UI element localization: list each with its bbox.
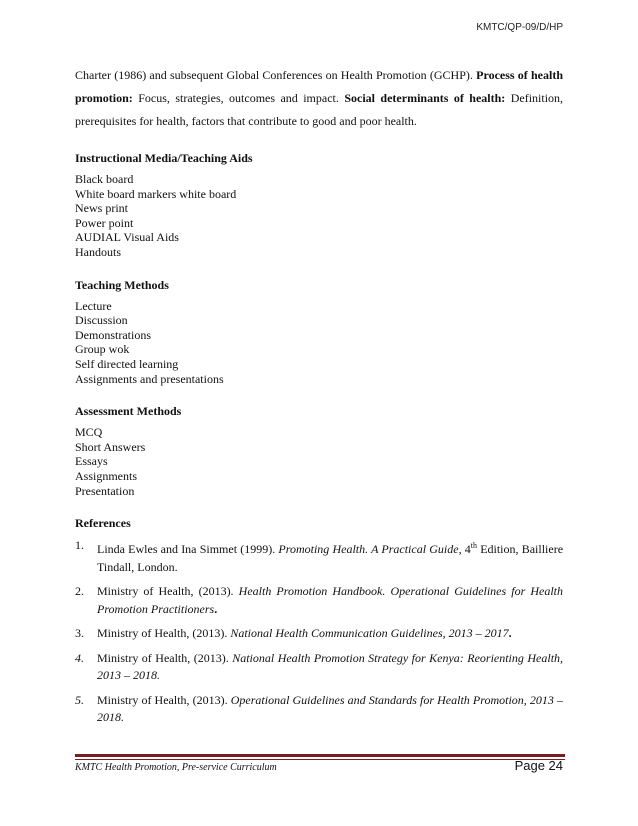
list-item: Demonstrations	[75, 327, 151, 342]
list-item: AUDIAL Visual Aids	[75, 230, 179, 245]
intro-bold-process: Process of health promotion:	[75, 68, 564, 105]
reference-number: 1.	[75, 538, 84, 553]
document-code: KMTC/QP-09/D/HP	[476, 22, 563, 33]
media-heading: Instructional Media/Teaching Aids	[75, 151, 253, 165]
assessment-heading: Assessment Methods	[75, 404, 182, 419]
reference-title: National Health Promotion Strategy for Kenya: Reorienting Health, 2013 – 2018.	[97, 650, 564, 683]
list-item: Assignments and presentations	[75, 371, 224, 386]
reference-item	[75, 650, 563, 685]
footer-curriculum-title: KMTC Health Promotion, Pre-service Curriculum	[75, 762, 277, 773]
reference-number: 3.	[75, 626, 84, 641]
footer-rule-thin	[75, 759, 565, 760]
reference-author: Linda Ewles and Ina Simmet (1999).	[97, 542, 276, 557]
reference-title: Health Promotion Handbook. Operational Guidelines for Health Promotion Practitioners	[97, 584, 564, 616]
references-heading: References	[75, 516, 131, 531]
teaching-heading: Teaching Methods	[75, 277, 169, 292]
media-list	[75, 172, 563, 260]
list-item: Short Answers	[75, 439, 146, 454]
list-item: News print	[75, 201, 128, 216]
list-item: Assignments	[75, 468, 138, 483]
reference-title: National Health Communication Guidelines, 2013 – 2017	[230, 626, 509, 641]
reference-title: Promoting Health. A Practical Guide,	[278, 542, 462, 557]
intro-paragraph	[75, 64, 563, 133]
list-item: Power point	[75, 215, 134, 230]
reference-edition-suffix: th	[470, 541, 477, 551]
list-item: Group wok	[75, 342, 130, 357]
reference-author: Ministry of Health, (2013).	[97, 626, 228, 641]
reference-publisher: Edition, Bailliere Tindall, London.	[97, 542, 564, 574]
reference-author: Ministry of Health, (2013).	[97, 584, 234, 599]
list-item: Presentation	[75, 483, 135, 498]
intro-text-1: Charter (1986) and subsequent Global Conferences on Health Promotion (GCHP).	[75, 68, 473, 82]
intro-text-2: Focus, strategies, outcomes and impact.	[138, 91, 339, 105]
list-item: Discussion	[75, 313, 128, 328]
reference-item	[75, 583, 563, 618]
reference-item	[75, 692, 563, 727]
list-item: Self directed learning	[75, 356, 179, 371]
list-item: Essays	[75, 454, 108, 469]
list-item: Lecture	[75, 298, 112, 313]
reference-end: .	[214, 601, 218, 616]
footer-rule-thick	[75, 754, 565, 757]
reference-number: 5.	[75, 692, 84, 707]
assessment-list	[75, 425, 563, 498]
list-item: Black board	[75, 172, 134, 186]
reference-title: Operational Guidelines and Standards for Health Promotion, 2013 – 2018.	[97, 692, 564, 725]
list-item: MCQ	[75, 425, 103, 440]
reference-author: Ministry of Health, (2013).	[97, 692, 228, 707]
page-number: Page 24	[514, 758, 563, 773]
reference-number: 2.	[75, 584, 84, 599]
intro-text-3: Definition, prerequisites for health, factors that contribute to good and poor health.	[75, 91, 564, 128]
reference-end: .	[508, 626, 512, 641]
list-item: Handouts	[75, 244, 121, 259]
reference-author: Ministry of Health, (2013).	[97, 650, 229, 665]
intro-bold-determinants: Social determinants of health:	[344, 91, 506, 105]
page-content	[75, 64, 563, 734]
references-list	[75, 537, 563, 727]
reference-number: 4.	[75, 650, 84, 665]
reference-edition-number: 4	[464, 542, 471, 557]
reference-item	[75, 537, 563, 576]
teaching-list	[75, 299, 563, 387]
reference-item	[75, 625, 563, 643]
list-item: White board markers white board	[75, 186, 237, 201]
